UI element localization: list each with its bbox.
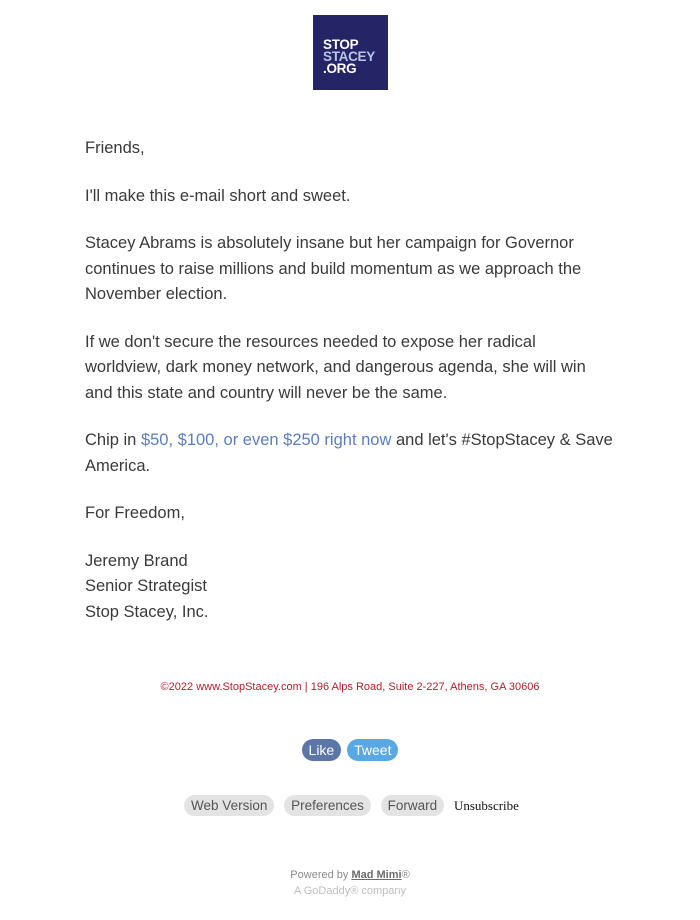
signature-title: Senior Strategist (85, 577, 207, 595)
forward-button[interactable]: Forward (381, 795, 445, 816)
footer-address (0, 681, 700, 693)
paragraph-3: If we don't secure the resources needed to expose her radical worldview, dark money network, and dangerous agenda, she will win and this state and country will never be the same. (85, 332, 586, 402)
site-link[interactable]: www.StopStacey.com (196, 681, 302, 693)
tweet-button[interactable]: Tweet (347, 739, 398, 761)
logo-line-3: .ORG (323, 61, 357, 76)
social-buttons (0, 739, 700, 761)
preferences-button[interactable]: Preferences (284, 795, 371, 816)
greeting: Friends, (85, 139, 145, 157)
email-body (85, 136, 615, 647)
like-button[interactable]: Like (302, 739, 342, 761)
logo-line-2: STACEY (323, 49, 375, 64)
powered-by (0, 867, 700, 899)
copyright: ©2022 (160, 681, 197, 693)
footer-links (0, 795, 700, 816)
paragraph-4-before: Chip in (85, 431, 141, 449)
postal-address: | 196 Alps Road, Suite 2-227, Athens, GA 30606 (301, 681, 540, 693)
stopstacey-logo[interactable] (313, 15, 388, 90)
web-version-button[interactable]: Web Version (184, 795, 274, 816)
signature (85, 549, 615, 626)
closing: For Freedom, (85, 504, 185, 522)
paragraph-4 (85, 428, 615, 479)
paragraph-2: Stacey Abrams is absolutely insane but her campaign for Governor continues to raise millions and build momentum as we approach the November election. (85, 234, 582, 303)
donate-link[interactable]: $50, $100, or even $250 right now (140, 431, 392, 449)
registered-mark: ® (401, 869, 410, 881)
paragraph-4-after: and let's #StopStacey & Save America. (85, 431, 613, 475)
unsubscribe-link[interactable]: Unsubscribe (453, 798, 519, 813)
signature-org: Stop Stacey, Inc. (85, 602, 209, 621)
logo-line-1: STOP (323, 37, 359, 52)
mad-mimi-link[interactable]: Mad Mimi (351, 869, 402, 881)
signature-name: Jeremy Brand (85, 551, 188, 570)
powered-by-label: Powered by (290, 869, 352, 881)
godaddy-note: A GoDaddy® company (293, 885, 407, 897)
powered-line (0, 867, 700, 883)
paragraph-1: I'll make this e-mail short and sweet. (85, 186, 351, 205)
